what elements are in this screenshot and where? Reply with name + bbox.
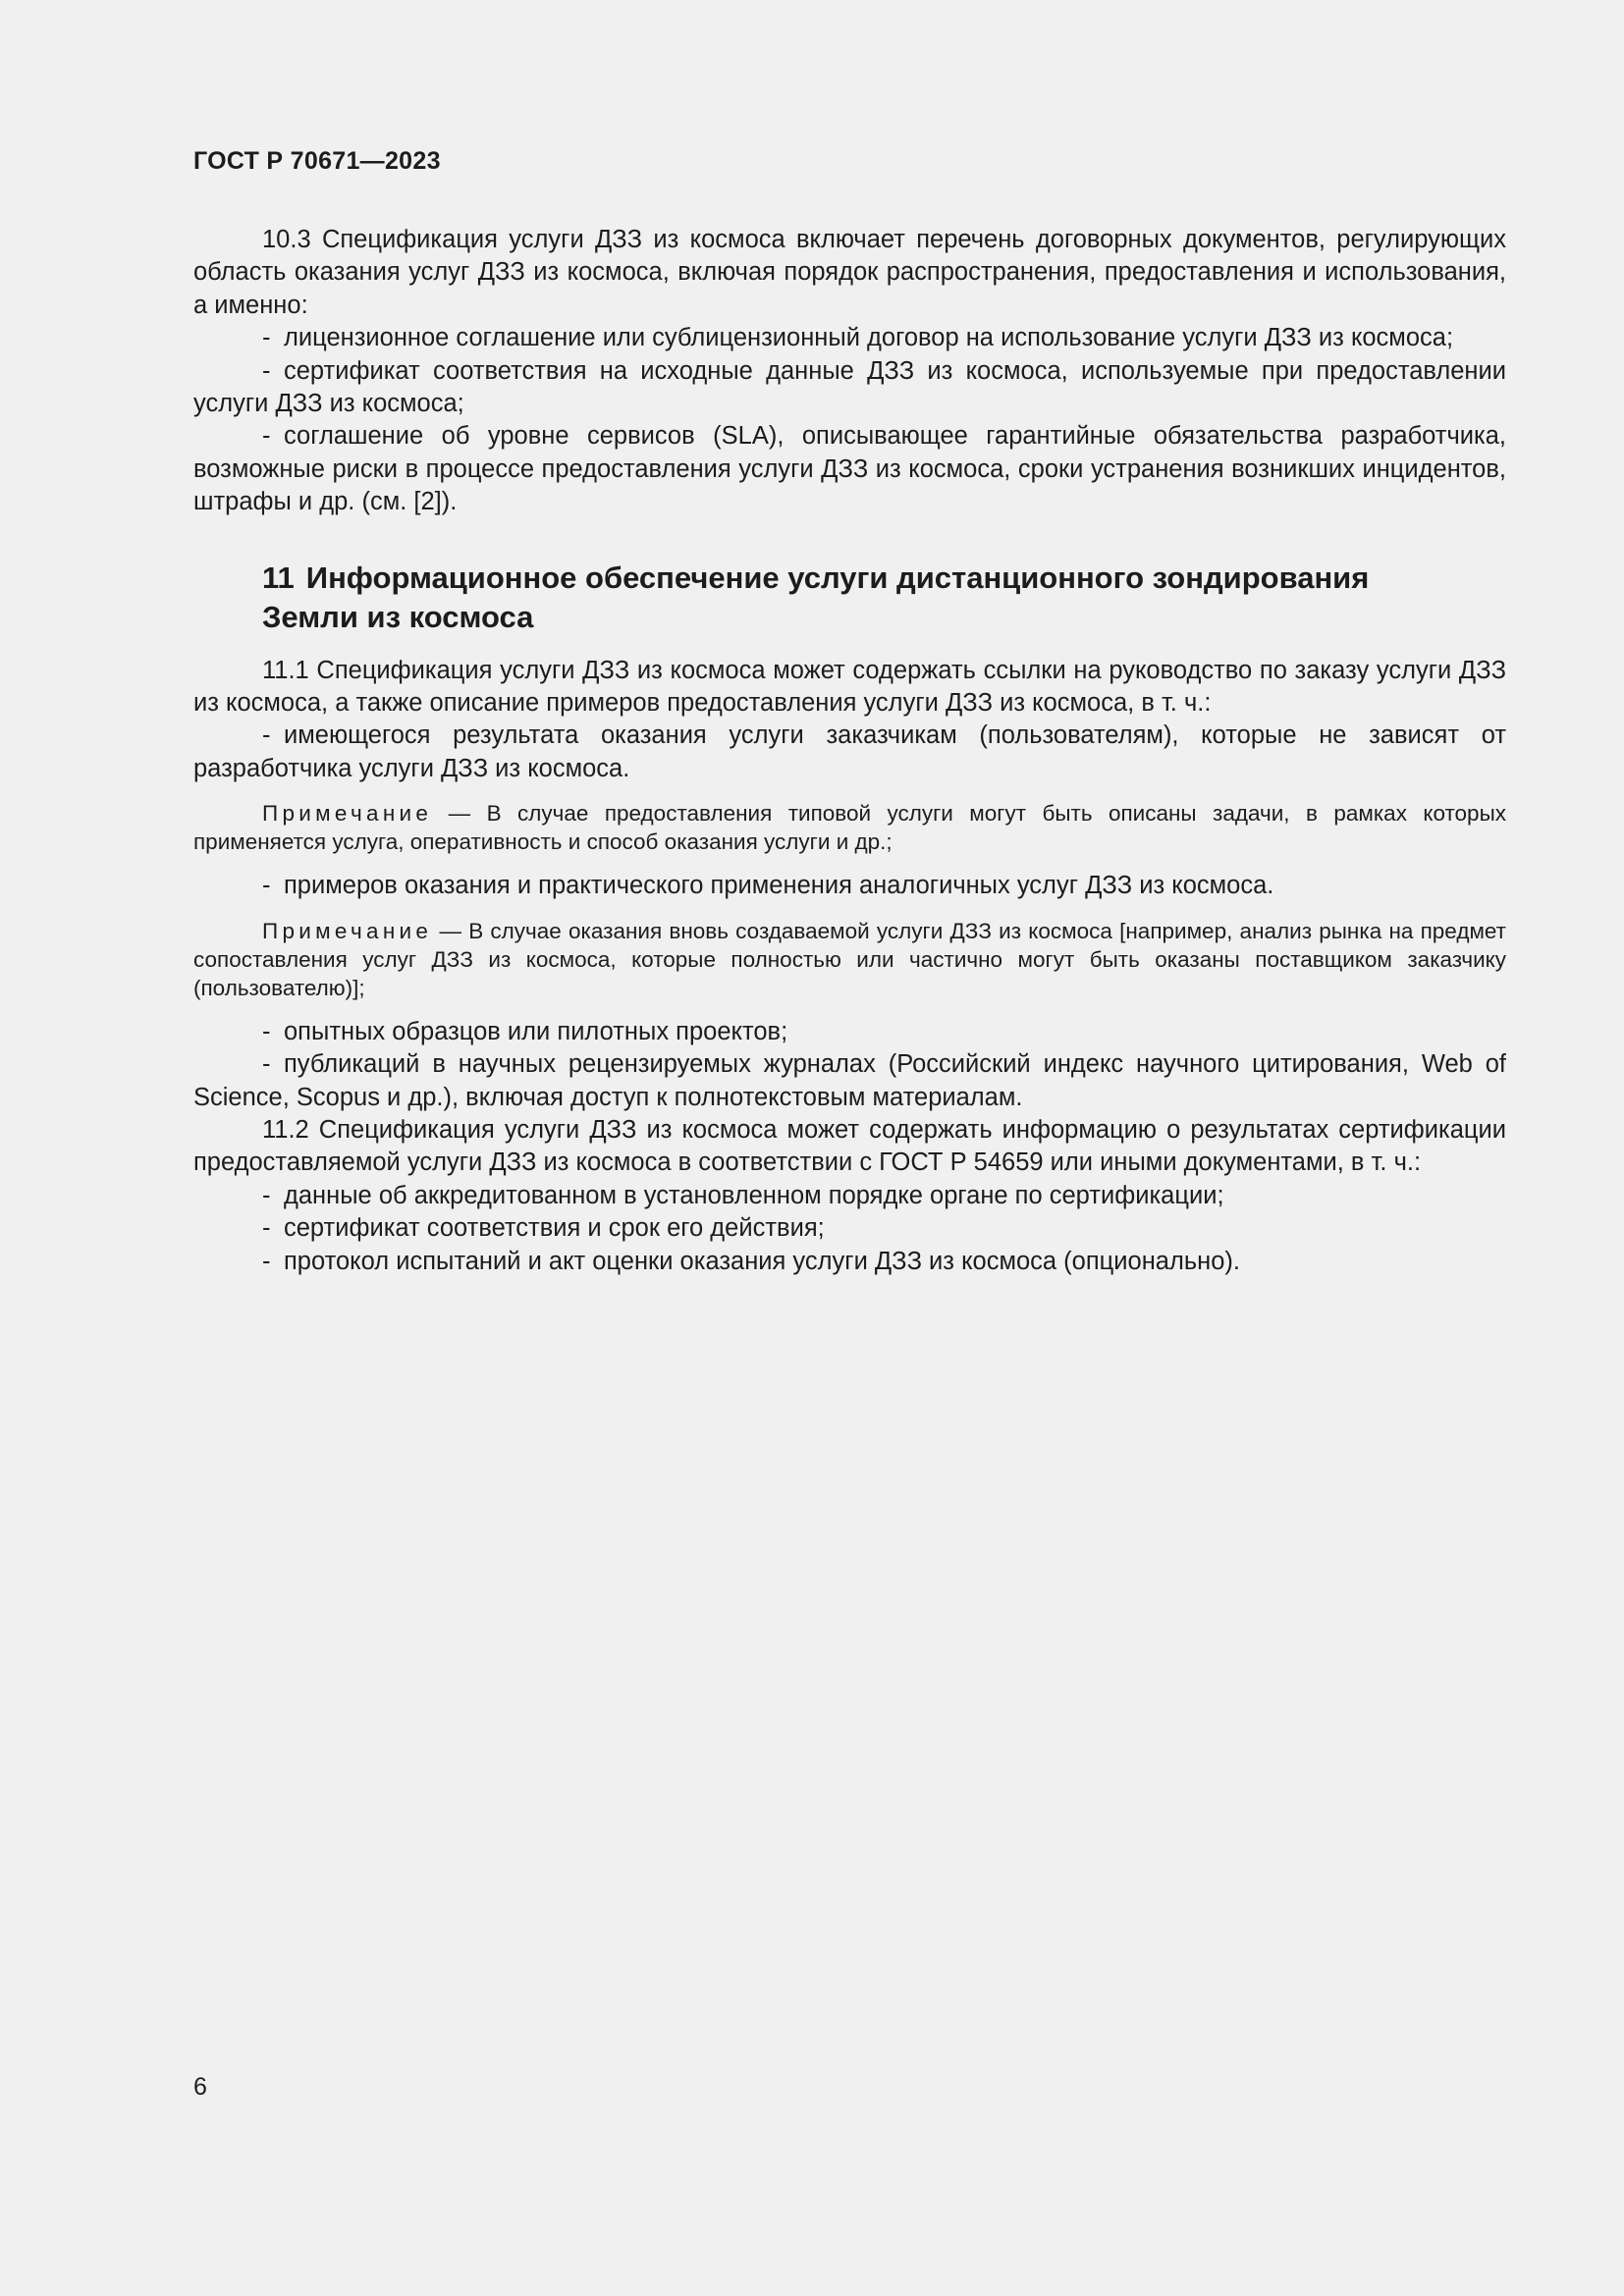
list-item-text: примеров оказания и практического применения аналогичных услуг ДЗЗ из космоса. <box>284 872 1274 900</box>
list-item <box>193 1048 1506 1114</box>
list-item <box>193 1016 1506 1048</box>
list-item-text: соглашение об уровне сервисов (SLA), описывающее гарантийные обязательства разработчика, возможные риски в процессе предоставления услуги ДЗЗ из космоса, сроки устранения возникших инцидентов, штрафы и др. (см. [2]). <box>193 422 1506 516</box>
list-dash: - <box>262 356 271 385</box>
document-header: ГОСТ Р 70671—2023 <box>193 147 441 175</box>
section-title-line2: Земли из космоса <box>262 599 534 634</box>
list-dash: - <box>262 1247 271 1275</box>
list-dash: - <box>262 872 271 900</box>
note-2 <box>193 917 1506 1002</box>
note-text: — В случае предоставления типовой услуги могут быть описаны задачи, в рамках которых применяется услуга, оперативность и способ оказания услуги и др.; <box>193 801 1506 855</box>
list-dash: - <box>262 1181 271 1209</box>
list-item-text: сертификат соответствия и срок его действия; <box>284 1214 825 1243</box>
list-dash: - <box>262 422 271 451</box>
list-item-text: данные об аккредитованном в установленном порядке органе по сертификации; <box>284 1181 1224 1209</box>
section-number: 11 <box>262 560 295 595</box>
list-item <box>193 1246 1506 1278</box>
list-dash: - <box>262 1214 271 1243</box>
note-label: Примечание <box>262 918 433 943</box>
section-title-line1: Информационное обеспечение услуги дистанционного зондирования <box>305 560 1370 595</box>
paragraph-10-3: 10.3 Спецификация услуги ДЗЗ из космоса включает перечень договорных документов, регулирующих область оказания услуг ДЗЗ из космоса, включая порядок распространения, предоставления и использования, а именно: <box>193 226 1506 319</box>
paragraph-11-1: 11.1 Спецификация услуги ДЗЗ из космоса может содержать ссылки на руководство по заказу услуги ДЗЗ из космоса, а также описание примеров предоставления услуги ДЗЗ из космоса, в т. ч.: <box>193 656 1506 718</box>
list-item <box>193 1180 1506 1212</box>
list-dash: - <box>262 1017 271 1045</box>
list-item <box>193 870 1506 902</box>
list-item-text: лицензионное соглашение или сублицензионный договор на использование услуги ДЗЗ из космоса; <box>284 324 1454 352</box>
list-item-text: публикаций в научных рецензируемых журналах (Российский индекс научного цитирования, Web of Science, Scopus и др.), включая доступ к полнотекстовым материалам. <box>193 1050 1506 1111</box>
note-text: — В случае оказания вновь создаваемой услуги ДЗЗ из космоса [например, анализ рынка на предмет сопоставления услуг ДЗЗ из космоса, которые полностью или частично могут быть оказаны поставщиком заказчику (пользователю)]; <box>193 918 1506 1000</box>
list-dash: - <box>262 721 271 750</box>
list-item <box>193 420 1506 518</box>
page-number: 6 <box>193 2073 207 2101</box>
list-item <box>193 720 1506 785</box>
list-item <box>193 355 1506 421</box>
list-dash: - <box>262 1050 271 1079</box>
note-label: Примечание <box>262 801 433 827</box>
note-1 <box>193 799 1506 856</box>
list-item-text: имеющегося результата оказания услуги заказчикам (пользователям), которые не зависят от разработчика услуги ДЗЗ из космоса. <box>193 721 1506 782</box>
list-item-text: опытных образцов или пилотных проектов; <box>284 1017 788 1045</box>
document-body <box>193 224 1506 1278</box>
list-item-text: сертификат соответствия на исходные данные ДЗЗ из космоса, используемые при предоставлении услуги ДЗЗ из космоса; <box>193 356 1506 418</box>
list-item-text: протокол испытаний и акт оценки оказания услуги ДЗЗ из космоса (опционально). <box>284 1247 1240 1275</box>
list-dash: - <box>262 324 271 352</box>
list-item <box>193 1212 1506 1245</box>
section-heading-11 <box>262 559 1506 637</box>
list-item <box>193 322 1506 354</box>
paragraph-11-2: 11.2 Спецификация услуги ДЗЗ из космоса может содержать информацию о результатах сертификации предоставляемой услуги ДЗЗ из космоса в соответствии с ГОСТ Р 54659 или иными документами, в т. ч.: <box>193 1115 1506 1177</box>
